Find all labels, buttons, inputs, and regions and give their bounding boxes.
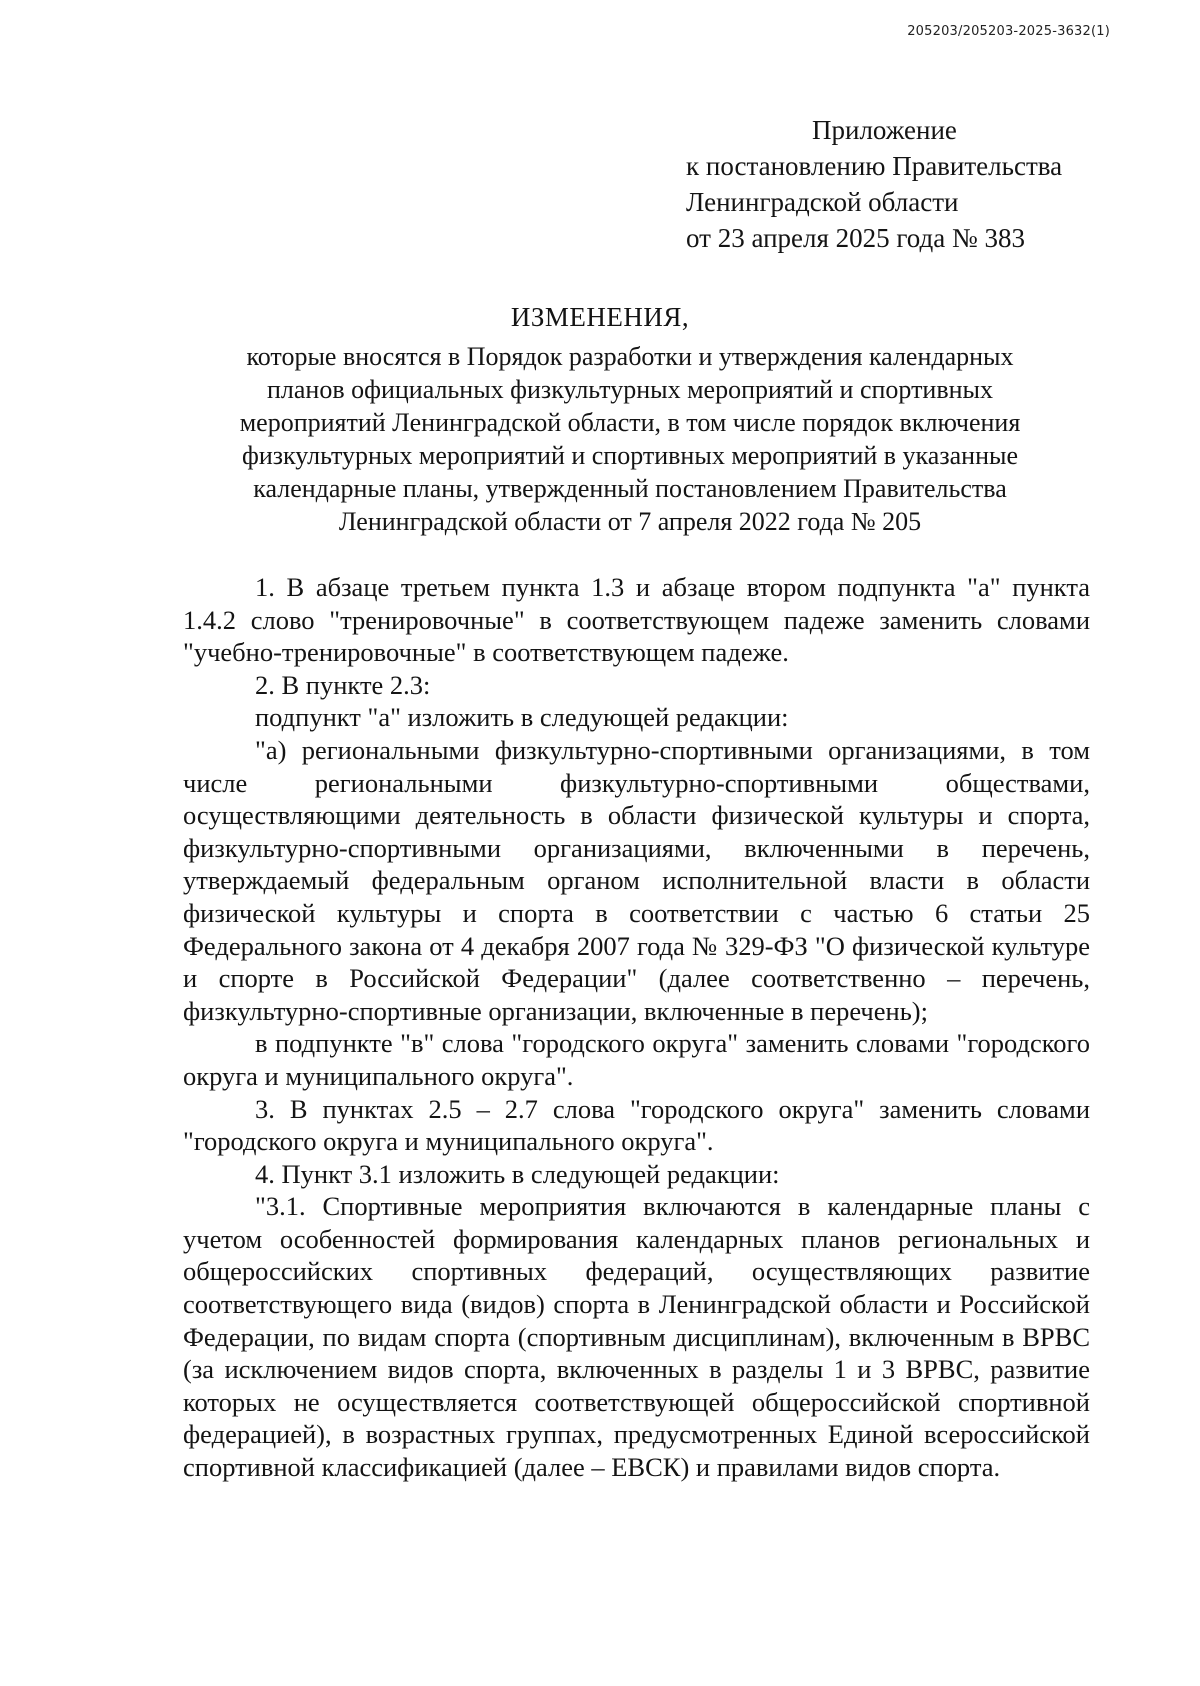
document-body [183, 571, 1090, 1484]
body-paragraph: в подпункте "в" слова "городского округа" заменить словами "городского округа и муниципального округа". [183, 1028, 1090, 1091]
document-subtitle [150, 340, 1110, 538]
subtitle-line: физкультурных мероприятий и спортивных мероприятий в указанные [241, 441, 1018, 470]
subtitle-line: планов официальных физкультурных мероприятий и спортивных [266, 375, 994, 404]
appendix-line: Приложение [812, 115, 957, 145]
document-title: ИЗМЕНЕНИЯ, [510, 302, 690, 332]
appendix-block [686, 112, 1062, 256]
body-paragraph: 4. Пункт 3.1 изложить в следующей редакции: [255, 1158, 780, 1189]
subtitle-line: мероприятий Ленинградской области, в том числе порядок включения [239, 408, 1021, 437]
subtitle-line: Ленинградской области от 7 апреля 2022 года № 205 [338, 507, 922, 536]
appendix-line: Ленинградской области [686, 187, 959, 217]
body-paragraph: подпункт "а" изложить в следующей редакции: [255, 702, 789, 733]
appendix-line: от 23 апреля 2025 года № 383 [686, 223, 1026, 253]
appendix-line: к постановлению Правительства [686, 151, 1063, 181]
subtitle-line: календарные планы, утвержденный постановлением Правительства [253, 474, 1007, 503]
document-registration-number: 205203/205203-2025-3632(1) [907, 24, 1110, 39]
body-paragraph: 1. В абзаце третьем пункта 1.3 и абзаце втором подпункта "а" пункта 1.4.2 слово "тренировочные" в соответствующем падеже заменить словами "учебно-тренировочные" в соответствующем падеже. [183, 572, 1090, 668]
body-paragraph: 2. В пункте 2.3: [255, 669, 431, 700]
body-paragraph: "3.1. Спортивные мероприятия включаются в календарные планы с учетом особенностей формирования календарных планов региональных и общероссийских спортивных федераций, осуществляющих развитие соответствующего вида (видов) спорта в Ленинградской области и Российской Федерации, по видам спорта (спортивным дисциплинам), включенным в ВРВС (за исключением видов спорта, включенных в разделы 1 и 3 ВРВС, развитие которых не осуществляется соответствующей общероссийской спортивной федерацией), в возрастных группах, предусмотренных Единой всероссийской спортивной классификацией (далее – ЕВСК) и правилами видов спорта. [183, 1191, 1090, 1483]
body-paragraph: 3. В пунктах 2.5 – 2.7 слова "городского округа" заменить словами "городского округа и муниципального округа". [183, 1093, 1090, 1157]
subtitle-line: которые вносятся в Порядок разработки и утверждения календарных [246, 342, 1014, 371]
body-paragraph: "а) региональными физкультурно-спортивными организациями, в том числе региональными физкультурно-спортивными обществами, осуществляющими деятельность в области физической культуры и спорта, физкультурно-спортивными организациями, включенными в перечень, утверждаемый федеральным органом исполнительной власти в области физической культуры и спорта в соответствии с частью 6 статьи 25 Федерального закона от 4 декабря 2007 года № 329-ФЗ "О физической культуре и спорте в Российской Федерации" (далее соответственно – перечень, физкультурно-спортивные организации, включенные в перечень); [183, 734, 1090, 1026]
